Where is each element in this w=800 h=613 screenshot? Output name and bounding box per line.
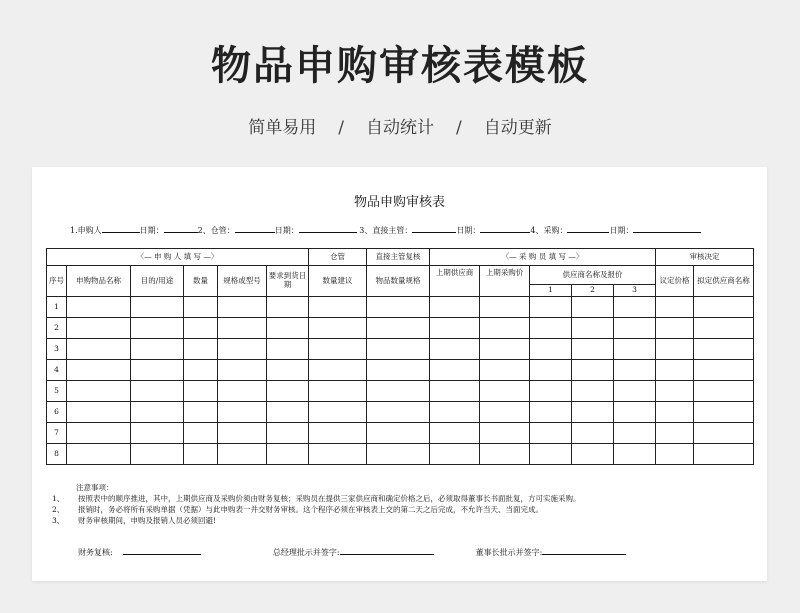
supervisor-date-field[interactable] — [480, 225, 530, 233]
table-cell[interactable] — [430, 444, 480, 465]
table-cell[interactable] — [184, 402, 218, 423]
table-cell[interactable] — [67, 318, 131, 339]
note-item: 2、 报销时，务必将所有采购单据（凭据）与此申购表一并交财务审核。这个程序必须在审核表上交的第二天之后完成，不允许当天、当面完成。 — [52, 505, 543, 514]
table-cell[interactable] — [430, 297, 480, 318]
applicant-date-label: 日期： — [139, 226, 164, 235]
col-qty-spec: 物品数量规格 — [367, 266, 430, 297]
table-cell[interactable] — [656, 444, 694, 465]
table-cell[interactable] — [309, 297, 367, 318]
table-cell[interactable] — [614, 297, 656, 318]
table-cell[interactable] — [530, 381, 572, 402]
table-cell[interactable] — [184, 318, 218, 339]
table-cell[interactable] — [309, 318, 367, 339]
table-cell[interactable] — [131, 444, 184, 465]
table-cell[interactable] — [480, 339, 530, 360]
table-cell[interactable] — [367, 402, 430, 423]
chairman-sign-field[interactable] — [542, 547, 626, 555]
signature-line — [78, 547, 758, 558]
group-header-warehouse: 仓管 — [309, 249, 367, 266]
table-cell[interactable] — [572, 423, 614, 444]
col-qty-suggestion: 数量建议 — [309, 266, 367, 297]
table-cell[interactable] — [656, 402, 694, 423]
table-cell[interactable] — [480, 444, 530, 465]
table-cell[interactable] — [218, 318, 267, 339]
finance-review-field[interactable] — [123, 547, 201, 555]
feature-tags — [0, 113, 800, 138]
table-cell[interactable] — [530, 423, 572, 444]
row-number: 6 — [47, 402, 67, 423]
table-cell[interactable] — [430, 402, 480, 423]
table-cell[interactable] — [614, 444, 656, 465]
tag-separator: / — [338, 118, 344, 138]
table-cell[interactable] — [572, 381, 614, 402]
table-cell[interactable] — [430, 360, 480, 381]
table-cell[interactable] — [694, 297, 754, 318]
table-cell[interactable] — [614, 339, 656, 360]
table-cell[interactable] — [67, 402, 131, 423]
table-cell[interactable] — [694, 318, 754, 339]
table-cell[interactable] — [267, 381, 309, 402]
tag-easy: 简单易用 — [248, 118, 317, 138]
form-sheet — [32, 167, 767, 581]
table-cell[interactable] — [530, 318, 572, 339]
table-cell[interactable] — [367, 339, 430, 360]
table-cell[interactable] — [694, 339, 754, 360]
table-cell[interactable] — [67, 339, 131, 360]
table-cell[interactable] — [367, 318, 430, 339]
table-cell[interactable] — [309, 360, 367, 381]
supervisor-date-label: 日期： — [456, 226, 481, 235]
table-cell[interactable] — [131, 318, 184, 339]
table-cell[interactable] — [218, 360, 267, 381]
table-cell[interactable] — [67, 423, 131, 444]
table-cell[interactable] — [530, 402, 572, 423]
col-seq: 序号 — [47, 266, 67, 297]
col-purpose: 目的/用途 — [131, 266, 184, 297]
table-cell[interactable] — [656, 360, 694, 381]
table-cell[interactable] — [309, 444, 367, 465]
table-cell[interactable] — [480, 360, 530, 381]
table-row — [47, 360, 754, 381]
table-cell[interactable] — [614, 402, 656, 423]
supplier-number: 3 — [614, 285, 656, 297]
tag-auto-stats: 自动统计 — [366, 118, 434, 138]
table-cell[interactable] — [67, 444, 131, 465]
purchaser-date-field[interactable] — [633, 225, 701, 233]
table-cell[interactable] — [367, 423, 430, 444]
notes-section — [52, 482, 752, 526]
table-cell[interactable] — [694, 423, 754, 444]
row-number: 5 — [47, 381, 67, 402]
table-cell[interactable] — [656, 381, 694, 402]
table-cell[interactable] — [131, 381, 184, 402]
table-cell[interactable] — [267, 318, 309, 339]
col-item-name: 申购物品名称 — [67, 266, 131, 297]
table-cell[interactable] — [184, 360, 218, 381]
table-cell[interactable] — [218, 297, 267, 318]
table-cell[interactable] — [430, 423, 480, 444]
table-cell[interactable] — [218, 423, 267, 444]
table-row — [47, 444, 754, 465]
table-cell[interactable] — [430, 381, 480, 402]
table-cell[interactable] — [430, 318, 480, 339]
table-cell[interactable] — [184, 339, 218, 360]
table-cell[interactable] — [367, 444, 430, 465]
col-last-supplier: 上期供应商 — [430, 266, 480, 297]
table-cell[interactable] — [267, 339, 309, 360]
row-number: 2 — [47, 318, 67, 339]
table-row — [47, 423, 754, 444]
gm-sign-label: 总经理批示并签字: — [272, 548, 340, 557]
applicant-date-field[interactable] — [164, 225, 198, 233]
warehouse-date-field[interactable] — [299, 225, 357, 233]
row-number: 1 — [47, 297, 67, 318]
info-line — [70, 225, 760, 236]
col-proposed-supplier: 拟定供应商名称 — [694, 266, 754, 297]
row-number: 7 — [47, 423, 67, 444]
table-cell[interactable] — [184, 423, 218, 444]
table-cell[interactable] — [572, 402, 614, 423]
table-row — [47, 402, 754, 423]
row-number: 8 — [47, 444, 67, 465]
application-table — [46, 248, 754, 465]
table-cell[interactable] — [131, 339, 184, 360]
table-cell[interactable] — [67, 381, 131, 402]
finance-review-label: 财务复核: — [78, 548, 113, 557]
table-cell[interactable] — [184, 444, 218, 465]
note-item: 3、 财务审核期间，申购及报销人员必须回避! — [52, 516, 217, 525]
table-cell[interactable] — [572, 339, 614, 360]
table-cell[interactable] — [67, 297, 131, 318]
table-row — [47, 318, 754, 339]
row-number: 4 — [47, 360, 67, 381]
table-row — [47, 381, 754, 402]
warehouse-field[interactable] — [235, 225, 275, 233]
chairman-sign-label: 董事长批示并签字: — [475, 548, 543, 557]
applicant-field[interactable] — [102, 225, 140, 233]
col-required-date: 要求到货日期 — [267, 266, 309, 297]
gm-sign-field[interactable] — [340, 547, 434, 555]
table-cell[interactable] — [480, 318, 530, 339]
table-cell[interactable] — [267, 360, 309, 381]
table-cell[interactable] — [572, 360, 614, 381]
table-cell[interactable] — [131, 360, 184, 381]
table-cell[interactable] — [267, 402, 309, 423]
table-cell[interactable] — [309, 423, 367, 444]
table-cell[interactable] — [267, 444, 309, 465]
tag-separator: / — [456, 118, 462, 138]
table-cell[interactable] — [480, 402, 530, 423]
group-header-supervisor: 直接主管复核 — [367, 249, 430, 266]
table-cell[interactable] — [694, 402, 754, 423]
table-cell[interactable] — [480, 381, 530, 402]
table-cell[interactable] — [67, 360, 131, 381]
table-cell[interactable] — [218, 339, 267, 360]
group-header-decision: 审核决定 — [656, 249, 754, 266]
group-header-purchaser: 〈— 采 购 员 填 写 —〉 — [430, 249, 656, 266]
table-cell[interactable] — [367, 381, 430, 402]
table-cell[interactable] — [572, 444, 614, 465]
table-cell[interactable] — [218, 381, 267, 402]
table-cell[interactable] — [614, 318, 656, 339]
col-quantity: 数量 — [184, 266, 218, 297]
col-set-price: 议定价格 — [656, 266, 694, 297]
table-cell[interactable] — [367, 360, 430, 381]
warehouse-date-label: 日期： — [274, 226, 299, 235]
table-cell[interactable] — [694, 381, 754, 402]
applicant-label: 1.申购人 — [70, 226, 102, 235]
table-cell[interactable] — [184, 297, 218, 318]
table-cell[interactable] — [367, 297, 430, 318]
supervisor-field[interactable] — [412, 225, 456, 233]
table-cell[interactable] — [184, 381, 218, 402]
table-cell[interactable] — [131, 402, 184, 423]
table-cell[interactable] — [309, 402, 367, 423]
row-number: 3 — [47, 339, 67, 360]
table-cell[interactable] — [656, 297, 694, 318]
table-cell[interactable] — [218, 402, 267, 423]
table-cell[interactable] — [656, 339, 694, 360]
col-spec: 规格或型号 — [218, 266, 267, 297]
tag-auto-update: 自动更新 — [483, 118, 552, 138]
purchaser-field[interactable] — [567, 225, 609, 233]
form-title: 物品申购审核表 — [353, 195, 445, 210]
table-cell[interactable] — [572, 318, 614, 339]
supplier-number: 2 — [572, 285, 614, 297]
table-row — [47, 339, 754, 360]
notes-title: 注意事项： — [76, 483, 114, 492]
table-cell[interactable] — [430, 339, 480, 360]
table-cell[interactable] — [480, 423, 530, 444]
purchaser-date-label: 日期： — [609, 226, 634, 235]
table-cell[interactable] — [480, 297, 530, 318]
table-cell[interactable] — [131, 297, 184, 318]
purchaser-label: 4、采购： — [530, 226, 568, 235]
page-title: 物品申购审核表模板 — [211, 43, 589, 89]
table-cell[interactable] — [530, 339, 572, 360]
table-cell[interactable] — [131, 423, 184, 444]
table-cell[interactable] — [694, 360, 754, 381]
supplier-number: 1 — [530, 285, 572, 297]
table-cell[interactable] — [218, 444, 267, 465]
warehouse-label: 2、仓管： — [197, 226, 235, 235]
table-cell[interactable] — [267, 423, 309, 444]
group-header-applicant: 〈— 申 购 人 填 写 —〉 — [47, 249, 309, 266]
table-cell[interactable] — [572, 297, 614, 318]
supervisor-label: 3、直接主管： — [359, 226, 413, 235]
table-cell[interactable] — [614, 423, 656, 444]
table-cell[interactable] — [656, 318, 694, 339]
table-cell[interactable] — [614, 360, 656, 381]
table-cell[interactable] — [614, 381, 656, 402]
table-cell[interactable] — [530, 444, 572, 465]
table-cell[interactable] — [309, 381, 367, 402]
col-supplier-quote: 供应商名称及报价 — [530, 266, 656, 285]
table-cell[interactable] — [694, 444, 754, 465]
table-cell[interactable] — [530, 360, 572, 381]
note-item: 1、 按照表中的顺序推进，其中，上期供应商及采购价须由财务复核；采购员在提供三家供应商和确定价格之后，必须取得董事长书面批复，方可实施采购。 — [52, 494, 581, 503]
col-last-price: 上期采购价 — [480, 266, 530, 297]
table-row — [47, 297, 754, 318]
table-cell[interactable] — [530, 297, 572, 318]
table-cell[interactable] — [267, 297, 309, 318]
table-cell[interactable] — [309, 339, 367, 360]
table-cell[interactable] — [656, 423, 694, 444]
